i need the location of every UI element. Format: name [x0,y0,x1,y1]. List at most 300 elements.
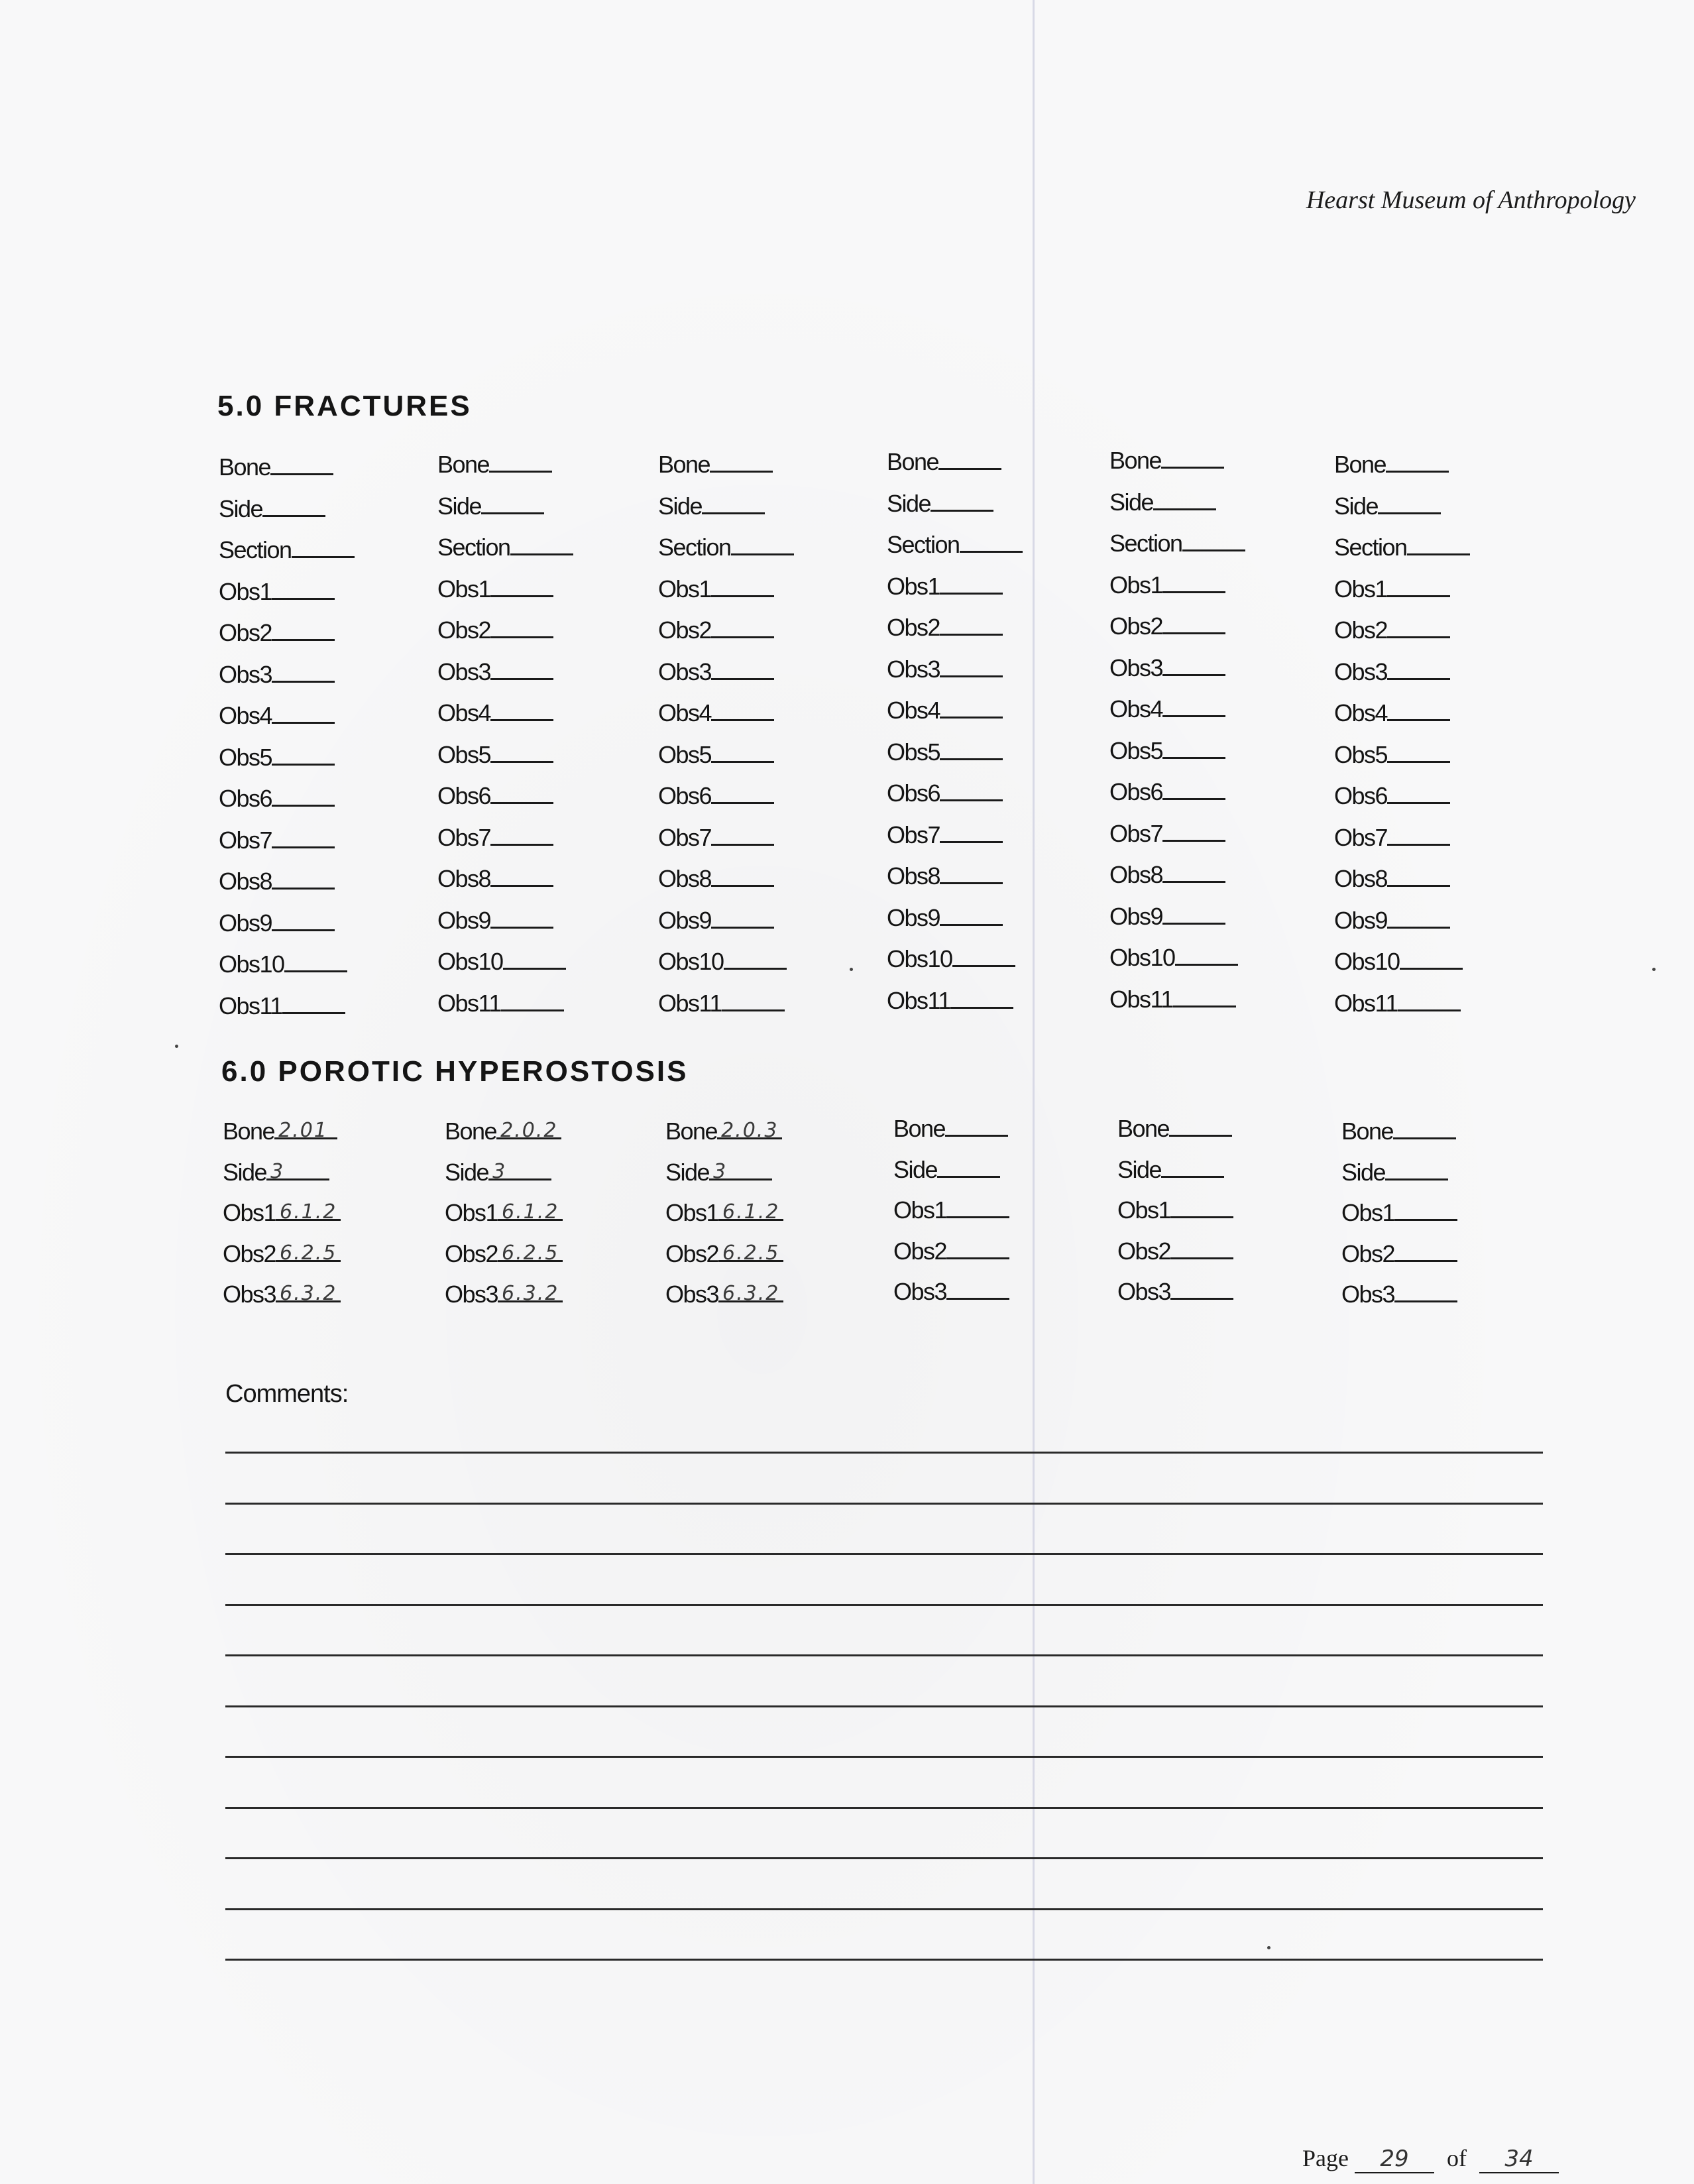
field-value [262,496,270,520]
field-value [1173,987,1181,1010]
field-value [1398,991,1406,1014]
field-label: Side [1334,492,1379,520]
field-value [950,988,958,1011]
field-value-blank[interactable] [711,699,774,721]
field-value: 3 [270,1159,285,1183]
field-label: Bone [1341,1118,1394,1145]
field-value-blank[interactable] [702,492,765,514]
field-value [490,577,498,600]
field-value [272,662,280,685]
field-label: Side [223,1158,267,1186]
field-value [272,786,280,809]
field-value-blank[interactable] [1169,1115,1232,1137]
field-label: Obs1 [445,1199,498,1226]
field-value [952,947,960,970]
field-value [501,991,509,1014]
field-value [1175,945,1183,968]
field-label: Obs8 [437,865,491,892]
field-value [940,574,948,597]
field-value-blank[interactable] [496,1118,561,1142]
field-label: Obs2 [1334,616,1388,644]
comment-line[interactable] [225,1705,1543,1707]
field-label: Obs11 [1109,985,1173,1013]
comment-line[interactable] [225,1654,1543,1656]
field-value-blank[interactable] [718,1281,783,1305]
field-value-blank[interactable] [266,1159,329,1183]
field-value [940,905,948,929]
fractures-field-obs2 [658,616,774,644]
field-value [960,532,968,555]
field-value: 6.3.2 [280,1282,337,1305]
scan-fold-line [1033,0,1035,2184]
field-value-blank[interactable] [489,451,552,473]
field-value-blank[interactable] [931,490,993,512]
field-value-blank[interactable] [1394,1281,1457,1302]
field-label: Obs4 [1109,695,1163,722]
field-label: Obs6 [1109,778,1163,805]
field-label: Section [1334,534,1407,561]
field-value [940,740,948,763]
field-value-blank[interactable] [1387,865,1450,887]
field-value-blank[interactable] [1387,699,1450,721]
field-value: 3 [492,1159,507,1183]
field-value-blank[interactable] [1173,986,1236,1007]
field-value-blank[interactable] [711,782,774,804]
comment-line[interactable] [225,1908,1543,1910]
field-value-blank[interactable] [272,702,335,724]
field-label: Obs3 [887,655,940,683]
field-value [272,869,280,892]
field-label: Bone [893,1115,946,1142]
field-label: Bone [1109,447,1162,474]
field-value-blank[interactable] [490,699,553,721]
field-value-blank[interactable] [503,948,566,970]
field-label: Obs11 [658,989,722,1017]
field-value [711,577,719,600]
fractures-field-obs11 [658,990,785,1017]
field-value-blank[interactable] [946,1278,1009,1300]
field-label: Obs3 [445,1281,498,1308]
porotic-field-bone [223,1118,337,1145]
porotic-field-side [1341,1159,1448,1186]
field-value-blank[interactable] [1393,1118,1456,1139]
field-value-blank[interactable] [938,448,1001,470]
field-label: Obs7 [658,823,712,851]
porotic-field-bone [1341,1118,1456,1145]
field-value-blank[interactable] [490,782,553,804]
field-value [272,911,280,934]
field-value-blank[interactable] [262,495,325,517]
field-value [490,866,498,890]
fractures-field-obs9 [219,909,335,937]
field-value-blank[interactable] [498,1240,563,1265]
comment-line[interactable] [225,1756,1543,1758]
field-value [1161,1157,1169,1180]
porotic-field-bone [893,1115,1008,1143]
field-value-blank[interactable] [940,904,1003,926]
field-value [1162,862,1170,886]
field-label: Obs10 [1334,948,1400,975]
field-value-blank[interactable] [711,658,774,680]
comment-line[interactable] [225,1807,1543,1809]
fractures-field-obs11 [219,992,345,1020]
field-value-blank[interactable] [276,1199,341,1224]
field-value-blank[interactable] [940,738,1003,760]
field-value-blank[interactable] [490,741,553,763]
fractures-field-obs9 [887,904,1003,932]
field-value-blank[interactable] [274,1118,337,1142]
field-label: Obs1 [1341,1199,1395,1226]
field-label: Obs9 [219,909,272,937]
porotic-field-obs1 [445,1199,563,1227]
field-label: Side [437,492,482,520]
field-value-blank[interactable] [1162,654,1225,676]
fractures-field-obs1 [1334,575,1450,603]
field-label: Obs4 [658,699,712,726]
field-value-blank[interactable] [284,950,347,972]
field-value-blank[interactable] [1175,944,1238,966]
fractures-field-obs7 [437,824,553,852]
comment-line[interactable] [225,1452,1543,1454]
field-value [1407,535,1415,558]
field-value-blank[interactable] [270,453,333,475]
field-label: Side [1341,1158,1386,1186]
field-value-blank[interactable] [946,1196,1009,1218]
field-value-blank[interactable] [272,785,335,807]
field-value-blank[interactable] [1182,530,1245,551]
field-label: Obs1 [658,575,712,603]
fractures-field-obs5 [887,738,1003,766]
porotic-field-obs1 [223,1199,341,1227]
fractures-field-obs4 [887,697,1003,724]
field-value-blank[interactable] [272,578,335,600]
fractures-field-obs5 [1109,737,1225,765]
field-label: Obs3 [1117,1278,1171,1305]
field-value-blank[interactable] [498,1281,563,1305]
fractures-field-obs9 [1334,907,1450,935]
field-value-blank[interactable] [488,1159,551,1183]
fractures-field-obs2 [219,619,335,647]
field-value-blank[interactable] [1170,1196,1233,1218]
field-value-blank[interactable] [724,948,787,970]
fractures-field-obs8 [1334,865,1450,893]
field-value-blank[interactable] [718,1240,783,1265]
field-label: Bone [223,1118,275,1145]
fractures-field-obs3 [658,658,774,686]
fractures-field-obs5 [219,744,335,772]
porotic-field-bone [665,1118,782,1145]
field-value-blank[interactable] [937,1156,1000,1178]
field-value-blank[interactable] [1378,492,1441,514]
field-value-blank[interactable] [1387,741,1450,763]
field-value [711,618,719,641]
field-value-blank[interactable] [490,865,553,887]
comment-line[interactable] [225,1959,1543,1961]
field-value [946,1198,954,1221]
field-value-blank[interactable] [950,987,1013,1009]
field-value-blank[interactable] [731,534,794,555]
field-value-blank[interactable] [1387,824,1450,846]
field-label: Obs1 [437,575,491,603]
field-label: Obs1 [219,577,272,605]
field-value-blank[interactable] [490,658,553,680]
fractures-field-section [1109,530,1245,557]
field-value-blank[interactable] [1170,1278,1233,1300]
field-value [490,908,498,931]
field-value [490,783,498,807]
field-value-blank[interactable] [940,779,1003,801]
field-value-blank[interactable] [1162,861,1225,883]
field-value-blank[interactable] [722,990,785,1011]
field-value-blank[interactable] [960,531,1023,553]
field-label: Obs7 [1109,819,1163,847]
fractures-field-bone [1334,451,1449,479]
field-value-blank[interactable] [481,492,544,514]
field-value-blank[interactable] [711,575,774,597]
field-label: Obs2 [223,1239,276,1267]
field-value-blank[interactable] [1386,451,1449,473]
field-value-blank[interactable] [711,865,774,887]
field-value-blank[interactable] [940,656,1003,677]
of-label: of [1446,2145,1467,2171]
field-value [490,701,498,724]
field-value-blank[interactable] [272,909,335,931]
field-label: Obs3 [437,658,491,685]
field-label: Obs4 [1334,699,1388,726]
field-label: Obs9 [1334,906,1388,934]
field-label: Bone [887,448,939,475]
field-value [1387,577,1395,600]
field-label: Obs4 [887,697,940,724]
comment-line[interactable] [225,1857,1543,1859]
field-value-blank[interactable] [940,614,1003,636]
field-label: Bone [1117,1115,1170,1142]
field-label: Obs3 [219,660,272,688]
comment-line[interactable] [225,1604,1543,1606]
field-value [731,535,739,558]
field-label: Side [665,1158,710,1186]
field-label: Obs11 [1334,989,1398,1017]
comment-line[interactable] [225,1553,1543,1555]
field-label: Obs11 [437,989,501,1017]
field-value-blank[interactable] [1387,782,1450,804]
header-title: Hearst Museum of Anthropology [1306,186,1636,214]
porotic-field-side [445,1159,551,1186]
fractures-field-obs6 [1334,782,1450,810]
field-value-blank[interactable] [272,868,335,890]
field-label: Obs1 [1117,1196,1171,1224]
field-value-blank[interactable] [1162,571,1225,593]
field-label: Section [658,534,731,561]
field-value-blank[interactable] [276,1281,341,1305]
field-value-blank[interactable] [718,1199,783,1224]
fractures-field-obs1 [658,575,774,603]
field-value-blank[interactable] [490,575,553,597]
porotic-field-side [893,1156,1000,1184]
page-label: Page [1302,2145,1349,2171]
field-value-blank[interactable] [1161,447,1224,469]
field-label: Obs7 [1334,823,1388,851]
field-label: Obs11 [887,986,950,1014]
field-value-blank[interactable] [272,744,335,766]
field-value-blank[interactable] [1385,1159,1448,1180]
field-value [272,579,280,603]
field-value-blank[interactable] [1387,575,1450,597]
field-value-blank[interactable] [1162,903,1225,925]
field-value-blank[interactable] [717,1118,782,1142]
field-value-blank[interactable] [710,451,773,473]
field-value-blank[interactable] [709,1159,772,1183]
fractures-field-bone [437,451,552,479]
page-number[interactable]: 29 [1355,2146,1434,2173]
field-value-blank[interactable] [940,573,1003,595]
fractures-field-obs1 [437,575,553,603]
field-value-blank[interactable] [1394,1240,1457,1262]
field-value-blank[interactable] [1162,612,1225,634]
field-value-blank[interactable] [276,1240,341,1265]
field-value-blank[interactable] [940,862,1003,884]
field-label: Side [445,1158,489,1186]
field-value-blank[interactable] [952,945,1015,967]
field-label: Obs1 [665,1199,719,1226]
field-value-blank[interactable] [498,1199,563,1224]
field-value-blank[interactable] [1162,737,1225,759]
field-value [931,491,938,514]
fractures-field-obs1 [1109,571,1225,599]
fractures-field-obs2 [1334,616,1450,644]
field-value-blank[interactable] [282,992,345,1014]
fractures-field-obs4 [1109,695,1225,723]
field-value [711,783,719,807]
field-label: Bone [445,1118,497,1145]
field-value-blank[interactable] [1170,1237,1233,1259]
field-value [1387,866,1395,890]
field-value-blank[interactable] [1398,990,1461,1011]
fractures-field-obs3 [1109,654,1225,682]
field-label: Section [437,534,510,561]
fractures-field-obs5 [437,741,553,769]
field-value [490,742,498,766]
field-label: Obs8 [1334,865,1388,892]
field-label: Obs9 [887,903,940,931]
field-value-blank[interactable] [272,827,335,848]
field-label: Section [1109,530,1182,557]
fractures-field-obs11 [1334,990,1461,1017]
field-value-blank[interactable] [711,616,774,638]
fractures-field-side [1334,492,1441,520]
stray-mark [1267,1946,1270,1949]
porotic-field-side [223,1159,329,1186]
field-value-blank[interactable] [490,616,553,638]
field-value-blank[interactable] [1161,1156,1224,1178]
field-label: Obs2 [219,619,272,646]
field-label: Obs2 [1117,1237,1171,1265]
field-label: Obs10 [887,945,952,972]
field-value [1378,494,1386,517]
field-label: Obs3 [1109,654,1163,681]
field-value [1162,821,1170,844]
field-value [1162,573,1170,596]
field-label: Obs2 [437,616,491,644]
field-value [938,449,946,473]
field-value [1162,779,1170,803]
field-value-blank[interactable] [510,534,573,555]
field-value [1161,448,1169,471]
field-value [722,991,730,1014]
field-value [711,701,719,724]
field-value-blank[interactable] [1394,1199,1457,1221]
field-label: Obs3 [1341,1281,1395,1308]
stray-mark [1652,968,1656,971]
field-value-blank[interactable] [945,1115,1008,1137]
field-value-blank[interactable] [1162,695,1225,717]
field-value-blank[interactable] [1153,489,1216,510]
fractures-field-side [437,492,544,520]
field-value-blank[interactable] [501,990,564,1011]
field-value-blank[interactable] [711,824,774,846]
field-label: Obs2 [658,616,712,644]
field-value [1170,1198,1178,1221]
field-value [1394,1200,1402,1224]
field-label: Obs8 [887,862,940,890]
field-value-blank[interactable] [272,661,335,683]
fractures-field-obs5 [658,741,774,769]
field-value-blank[interactable] [1387,907,1450,929]
field-value-blank[interactable] [1387,616,1450,638]
field-value [710,452,718,475]
porotic-field-obs2 [445,1240,563,1268]
field-value-blank[interactable] [711,741,774,763]
field-value: 6.2.5 [722,1241,780,1265]
field-label: Obs7 [437,823,491,851]
field-label: Obs8 [219,868,272,895]
field-value-blank[interactable] [940,697,1003,718]
field-label: Obs9 [658,906,712,934]
field-label: Obs2 [445,1239,498,1267]
field-value-blank[interactable] [1407,534,1470,555]
field-value-blank[interactable] [940,821,1003,843]
field-value-blank[interactable] [1162,820,1225,842]
fractures-field-obs2 [1109,612,1225,640]
field-value [724,949,732,972]
fractures-field-obs5 [1334,741,1450,769]
field-value-blank[interactable] [711,907,774,929]
field-value-blank[interactable] [1387,658,1450,680]
fractures-title: 5.0 FRACTURES [217,390,472,422]
field-value [284,952,292,975]
field-value [489,452,497,475]
fractures-field-obs8 [1109,861,1225,889]
comment-line[interactable] [225,1503,1543,1505]
page-total[interactable]: 34 [1479,2146,1559,2173]
field-label: Obs6 [437,782,491,809]
field-value-blank[interactable] [490,824,553,846]
field-label: Obs1 [1334,575,1388,603]
field-value-blank[interactable] [490,907,553,929]
field-value [1394,1282,1402,1305]
field-value [1387,701,1395,724]
field-value-blank[interactable] [292,536,355,558]
fractures-field-obs4 [658,699,774,727]
field-value-blank[interactable] [1400,948,1463,970]
field-value-blank[interactable] [272,619,335,641]
field-value: 6.3.2 [722,1282,780,1305]
fractures-field-obs1 [219,578,335,606]
field-value-blank[interactable] [1162,778,1225,800]
field-value: 6.3.2 [502,1282,559,1305]
fractures-field-obs11 [437,990,564,1017]
field-value-blank[interactable] [946,1237,1009,1259]
